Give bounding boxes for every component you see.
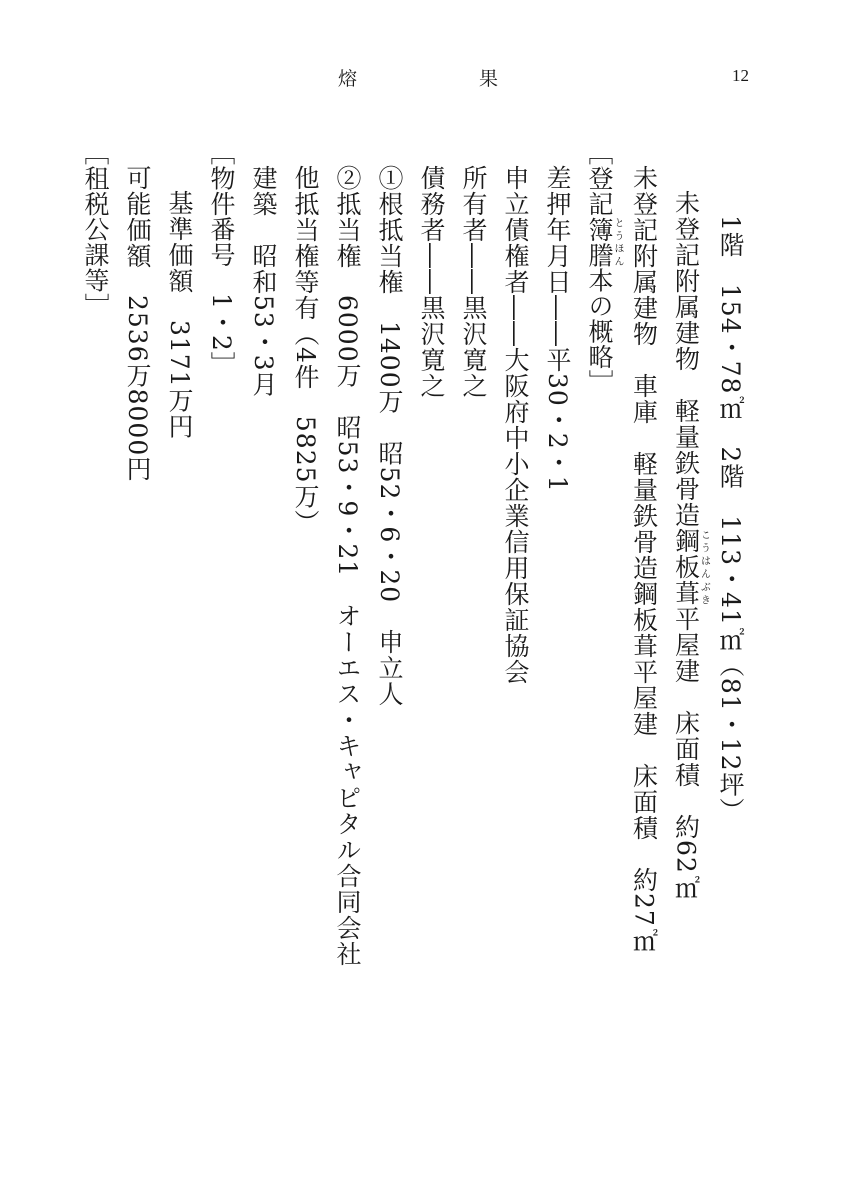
floor-area-line: 1階 154・78㎡ 2階 113・41㎡（81・12坪） bbox=[716, 215, 745, 824]
annex-building-1-suffix: 平屋建 床面積 約62㎡ bbox=[671, 606, 701, 900]
registry-heading-open: ［登記 bbox=[585, 140, 614, 217]
running-head bbox=[338, 64, 498, 91]
registry-ruby-base: 簿謄 bbox=[585, 216, 614, 268]
roofing-ruby-base: 鋼板葺 bbox=[671, 528, 701, 606]
possible-price: 可能価額 2536万8000円 bbox=[123, 165, 152, 483]
petitioner: 申立債権者――大阪府中小企業信用保証協会 bbox=[501, 165, 530, 685]
registry-heading-close: 本の概略］ bbox=[585, 267, 614, 395]
seizure-date: 差押年月日――平30・2・1 bbox=[543, 165, 572, 493]
annex-building-2: 未登記附属建物 車庫 軽量鉄骨造鋼板葺平屋建 床面積 約27㎡ bbox=[629, 165, 659, 953]
annex-building-1-prefix: 未登記附属建物 軽量鉄骨造 bbox=[671, 190, 701, 528]
running-head-right: 果 bbox=[478, 68, 498, 90]
registry-ruby bbox=[585, 216, 623, 268]
roofing-ruby-reading: こうはんぶき bbox=[698, 528, 710, 606]
page-number: 12 bbox=[732, 66, 749, 85]
tax-heading: ［租税公課等］ bbox=[81, 140, 110, 319]
annex-building-1 bbox=[665, 140, 710, 1140]
other-mortgages: 他抵当権等有（4件 5825万） bbox=[291, 165, 320, 536]
roofing-ruby bbox=[671, 528, 710, 606]
debtor: 債務者――黒沢寛之 bbox=[417, 165, 446, 399]
mortgage-1: ①根抵当権 1400万 昭52・6・20 申立人 bbox=[375, 165, 404, 708]
running-head-left: 熔 bbox=[338, 68, 358, 90]
main-text bbox=[74, 140, 751, 1140]
registry-ruby-reading: とうほん bbox=[612, 216, 623, 268]
construction: 建築 昭和53・3月 bbox=[249, 165, 278, 398]
registry-heading bbox=[578, 140, 623, 1140]
base-price: 基準価額 3171万円 bbox=[165, 190, 194, 440]
mortgage-2: ②抵当権 6000万 昭53・9・21 オーエス・キャピタル合同会社 bbox=[333, 165, 362, 968]
owner: 所有者――黒沢寛之 bbox=[459, 165, 488, 399]
property-number: ［物件番号 1・2］ bbox=[207, 140, 236, 377]
